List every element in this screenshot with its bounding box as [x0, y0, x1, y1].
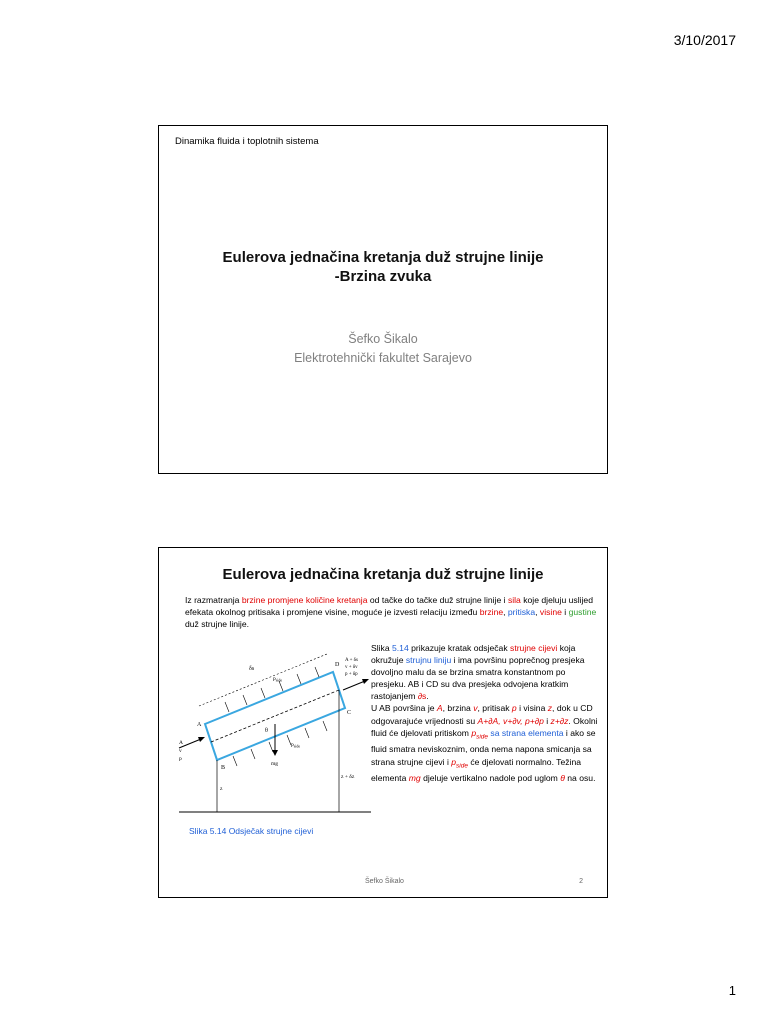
- explanation-text: , pritisak: [477, 703, 512, 714]
- intro-highlight: brzine promjene količine kretanja: [241, 595, 368, 605]
- author-block: [159, 330, 607, 368]
- symbol-mg: mg: [408, 773, 421, 784]
- print-date: 3/10/2017: [673, 32, 736, 48]
- page-number: 1: [728, 983, 736, 998]
- intro-text: i: [561, 607, 569, 617]
- ds-dimension-line: [199, 654, 327, 706]
- symbol-pside: $p_{side}$: [471, 727, 489, 741]
- symbol-values: A+∂A, v+∂v, p+∂p: [477, 715, 544, 726]
- explanation-text: , brzina: [442, 703, 474, 714]
- institution-name: Elektrotehnički fakultet Sarajevo: [294, 351, 472, 365]
- label-outlet-a: A + δs: [345, 658, 358, 663]
- slide-footer-author: Šefko Šikalo: [365, 878, 404, 885]
- intro-text: Iz razmatranja: [185, 595, 242, 605]
- intro-text: koje djeluju uslijed efekata okolnog pritisaka i promjene visine, moguće je izvesti relaciju između: [185, 595, 593, 617]
- label-inlet-p: p: [179, 756, 182, 762]
- label-inlet-a: A: [179, 740, 183, 746]
- explanation-text: će djelovati normalno. Težina elementa: [371, 756, 582, 784]
- side-pressure-arrows-bottom: [233, 721, 327, 766]
- explanation-text: .: [426, 691, 429, 702]
- symbol-z-dz: z+∂z: [550, 715, 569, 726]
- explanation-text: prikazuje kratak odsječak: [408, 643, 511, 653]
- explanation-text: i: [543, 715, 551, 726]
- stream-tube-diagram: [175, 648, 375, 818]
- explanation-text: . Okolni fluid će djelovati pritiskom: [371, 715, 598, 738]
- intro-highlight: sila: [507, 595, 521, 605]
- label-mg: mg: [271, 761, 279, 767]
- author-name: Šefko Šikalo: [348, 332, 418, 346]
- explanation-paragraph: [371, 642, 601, 784]
- label-outlet-p: p + δp: [345, 672, 358, 677]
- term-highlight: sa strana elementa: [488, 727, 564, 738]
- label-z: z: [220, 786, 223, 792]
- intro-highlight: pritiska: [507, 607, 536, 617]
- weight-arrowhead: [272, 750, 278, 756]
- side-pressure-arrows-top: [225, 667, 319, 712]
- stream-tube-figure: [175, 648, 375, 818]
- title-line-1: Eulerova jednačina kretanja duž strujne linije: [222, 249, 544, 266]
- intro-text: od tačke do tačke duž strujne linije i: [367, 595, 508, 605]
- term-highlight: strujne cijevi: [510, 643, 558, 653]
- slide-2: [158, 547, 608, 898]
- outlet-arrowhead: [362, 679, 369, 684]
- intro-paragraph: [185, 594, 597, 630]
- symbol-v: v: [473, 703, 478, 714]
- term-highlight: strujnu liniju: [405, 655, 452, 666]
- symbol-p: p: [511, 703, 517, 714]
- label-theta: θ: [265, 728, 268, 734]
- explanation-text: i ima površinu poprečnog presjeka dovoljno malu da se brzina smatra konstantnom po presjeku. AB i CD su dva presjeka odvojena kratkim rastojanjem: [371, 655, 585, 702]
- explanation-text: , dok u CD odgovarajuće vrijednosti su: [371, 703, 593, 726]
- label-pside-bottom: $p_{side}$: [291, 742, 301, 749]
- course-header: Dinamika fluida i toplotnih sistema: [175, 136, 319, 147]
- symbol-a: A: [436, 703, 443, 714]
- label-d: D: [335, 662, 340, 668]
- label-c: C: [347, 710, 352, 716]
- explanation-text: djeluje vertikalno nadole pod uglom: [420, 773, 561, 784]
- intro-text: duž strujne linije.: [185, 619, 250, 629]
- figure-caption: Slika 5.14 Odsječak strujne cijevi: [189, 826, 314, 836]
- slide-footer-number: 2: [579, 878, 583, 885]
- label-pside-top: $p_{side}$: [273, 676, 283, 683]
- intro-highlight: visine: [539, 607, 562, 617]
- figure-reference: 5.14: [392, 643, 409, 653]
- explanation-text: Slika: [371, 643, 393, 653]
- explanation-text: koja okružuje: [371, 643, 576, 666]
- intro-text: ,: [503, 607, 508, 617]
- symbol-theta: θ: [560, 773, 565, 784]
- intro-highlight: gustine: [568, 607, 597, 617]
- explanation-text: i ako se fluid smatra neviskoznim, onda nema napona smicanja sa strana strujne cijevi i: [371, 727, 596, 767]
- inlet-arrowhead: [198, 737, 205, 742]
- label-ds: δs: [249, 666, 255, 672]
- explanation-text: na osu.: [564, 773, 596, 784]
- label-z-dz: z + δz: [341, 774, 355, 780]
- outlet-arrow: [343, 681, 365, 690]
- label-inlet-v: v: [179, 748, 182, 754]
- explanation-text: U AB površina je: [371, 703, 437, 714]
- intro-text: ,: [535, 607, 540, 617]
- slide-1-title: [159, 248, 607, 286]
- slide-1: [158, 125, 608, 474]
- label-b: B: [221, 765, 226, 771]
- slide-2-title: Eulerova jednačina kretanja duž strujne linije: [222, 566, 544, 583]
- symbol-z: z: [547, 703, 553, 714]
- symbol-pside: $p_{side}$: [451, 756, 468, 770]
- intro-highlight: brzine: [479, 607, 504, 617]
- symbol-ds: ∂s: [417, 691, 427, 702]
- label-a: A: [197, 722, 202, 728]
- title-line-2: -Brzina zvuka: [334, 268, 432, 285]
- label-outlet-v: v + δv: [345, 665, 358, 670]
- explanation-text: i visina: [516, 703, 548, 714]
